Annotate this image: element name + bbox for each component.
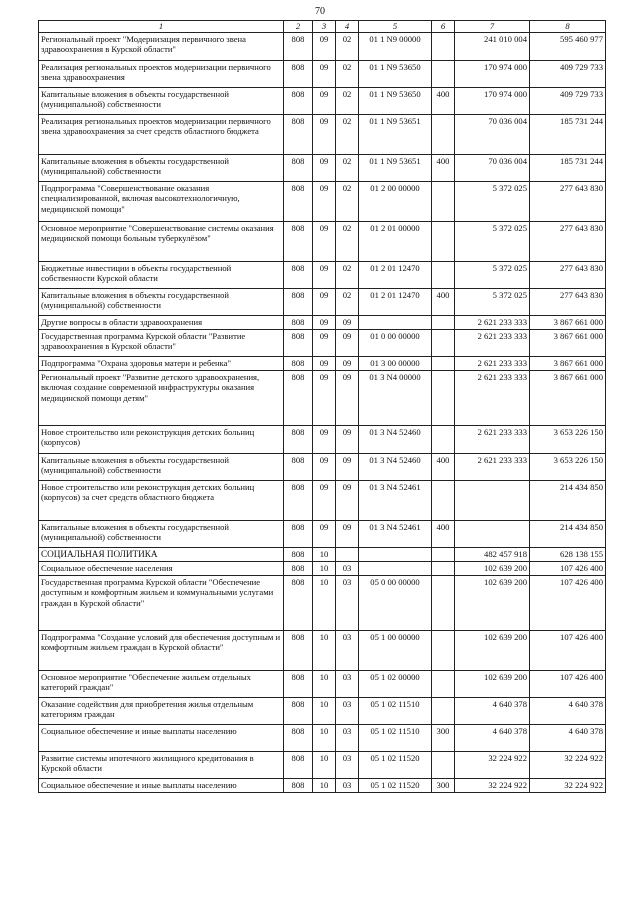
row-grbs: 808 xyxy=(284,87,313,114)
row-name: Капитальные вложения в объекты государственной (муниципальной) собственности xyxy=(39,87,284,114)
row-sum-year2: 32 224 922 xyxy=(530,751,606,778)
row-name: Региональный проект "Развитие детского здравоохранения, включая создание современной инфраструктуры оказания медицинской помощи детям" xyxy=(39,370,284,425)
row-section: 09 xyxy=(313,315,336,329)
row-subsection: 02 xyxy=(336,154,359,181)
row-section: 09 xyxy=(313,181,336,221)
row-sum-year1 xyxy=(455,480,530,520)
row-expense-type xyxy=(432,315,455,329)
row-sum-year2: 277 643 830 xyxy=(530,221,606,261)
table-row xyxy=(39,630,606,670)
row-sum-year1: 241 010 004 xyxy=(455,32,530,60)
row-sum-year2: 409 729 733 xyxy=(530,60,606,87)
row-subsection: 02 xyxy=(336,181,359,221)
table-row xyxy=(39,561,606,575)
row-expense-type xyxy=(432,181,455,221)
row-name: Капитальные вложения в объекты государственной (муниципальной) собственности xyxy=(39,154,284,181)
row-target-article: 01 1 N9 53651 xyxy=(359,154,432,181)
row-subsection: 03 xyxy=(336,630,359,670)
row-name: Социальное обеспечение населения xyxy=(39,561,284,575)
row-grbs: 808 xyxy=(284,60,313,87)
row-target-article xyxy=(359,315,432,329)
row-sum-year2: 3 867 661 000 xyxy=(530,315,606,329)
row-sum-year1: 102 639 200 xyxy=(455,575,530,630)
row-section: 09 xyxy=(313,370,336,425)
row-name: Подпрограмма "Совершенствование оказания специализированной, включая высокотехнологичную, медицинской помощи" xyxy=(39,181,284,221)
row-expense-type xyxy=(432,329,455,356)
row-expense-type: 400 xyxy=(432,520,455,547)
row-name: Реализация региональных проектов модернизации первичного звена здравоохранения за счет средств областного бюджета xyxy=(39,114,284,154)
row-name: Реализация региональных проектов модернизации первичного звена здравоохранения xyxy=(39,60,284,87)
row-sum-year2: 107 426 400 xyxy=(530,561,606,575)
row-expense-type xyxy=(432,32,455,60)
row-sum-year2: 185 731 244 xyxy=(530,114,606,154)
row-grbs: 808 xyxy=(284,370,313,425)
row-name: Другие вопросы в области здравоохранения xyxy=(39,315,284,329)
row-grbs: 808 xyxy=(284,630,313,670)
row-sum-year2: 3 867 661 000 xyxy=(530,370,606,425)
row-target-article: 01 3 N4 52460 xyxy=(359,425,432,453)
row-grbs: 808 xyxy=(284,561,313,575)
row-expense-type xyxy=(432,60,455,87)
row-name: Новое строительство или реконструкция детских больниц (корпусов) за счет средств областного бюджета xyxy=(39,480,284,520)
table-row xyxy=(39,751,606,778)
row-name: Подпрограмма "Создание условий для обеспечения доступным и комфортным жильем граждан в Курской области" xyxy=(39,630,284,670)
row-expense-type xyxy=(432,480,455,520)
row-target-article: 01 2 01 00000 xyxy=(359,221,432,261)
row-name: Капитальные вложения в объекты государственной (муниципальной) собственности xyxy=(39,453,284,480)
row-name: Государственная программа Курской области "Развитие здравоохранения в Курской области" xyxy=(39,329,284,356)
row-subsection: 02 xyxy=(336,60,359,87)
row-grbs: 808 xyxy=(284,778,313,792)
row-sum-year2: 409 729 733 xyxy=(530,87,606,114)
table-row xyxy=(39,221,606,261)
row-sum-year1: 5 372 025 xyxy=(455,221,530,261)
row-target-article: 01 3 N4 52461 xyxy=(359,520,432,547)
row-expense-type xyxy=(432,221,455,261)
row-subsection: 02 xyxy=(336,114,359,154)
table-row xyxy=(39,329,606,356)
row-sum-year1: 170 974 000 xyxy=(455,87,530,114)
row-expense-type xyxy=(432,630,455,670)
row-target-article: 05 1 02 11520 xyxy=(359,751,432,778)
row-expense-type xyxy=(432,114,455,154)
row-name: Подпрограмма "Охрана здоровья матери и ребенка" xyxy=(39,356,284,370)
row-name: Новое строительство или реконструкция детских больниц (корпусов) xyxy=(39,425,284,453)
row-grbs: 808 xyxy=(284,425,313,453)
row-sum-year2: 277 643 830 xyxy=(530,261,606,288)
row-sum-year1: 2 621 233 333 xyxy=(455,370,530,425)
row-section: 09 xyxy=(313,425,336,453)
row-sum-year1: 5 372 025 xyxy=(455,288,530,315)
row-subsection: 09 xyxy=(336,453,359,480)
row-sum-year1: 4 640 378 xyxy=(455,697,530,724)
row-sum-year2: 4 640 378 xyxy=(530,697,606,724)
row-sum-year2: 3 867 661 000 xyxy=(530,329,606,356)
row-sum-year1: 482 457 918 xyxy=(455,547,530,561)
row-name: Капитальные вложения в объекты государственной (муниципальной) собственности xyxy=(39,520,284,547)
col-header-name: 1 xyxy=(39,21,284,33)
row-subsection: 09 xyxy=(336,315,359,329)
row-sum-year2: 107 426 400 xyxy=(530,630,606,670)
row-section: 09 xyxy=(313,261,336,288)
row-sum-year2: 214 434 850 xyxy=(530,520,606,547)
row-name: Основное мероприятие "Обеспечение жильем отдельных категорий граждан" xyxy=(39,670,284,697)
row-subsection: 09 xyxy=(336,520,359,547)
row-subsection: 03 xyxy=(336,575,359,630)
row-subsection: 02 xyxy=(336,87,359,114)
table-row xyxy=(39,520,606,547)
row-sum-year2: 185 731 244 xyxy=(530,154,606,181)
row-subsection: 09 xyxy=(336,329,359,356)
col-header-section: 3 xyxy=(313,21,336,33)
row-sum-year2: 277 643 830 xyxy=(530,288,606,315)
table-row xyxy=(39,356,606,370)
row-grbs: 808 xyxy=(284,751,313,778)
table-row xyxy=(39,670,606,697)
table-row xyxy=(39,697,606,724)
row-grbs: 808 xyxy=(284,288,313,315)
row-subsection: 03 xyxy=(336,751,359,778)
row-grbs: 808 xyxy=(284,181,313,221)
row-sum-year2: 107 426 400 xyxy=(530,670,606,697)
row-expense-type: 400 xyxy=(432,87,455,114)
page-number: 70 xyxy=(315,6,325,17)
table-row xyxy=(39,547,606,561)
row-section: 10 xyxy=(313,630,336,670)
table-row xyxy=(39,114,606,154)
row-grbs: 808 xyxy=(284,114,313,154)
row-sum-year1: 32 224 922 xyxy=(455,778,530,792)
row-section: 10 xyxy=(313,670,336,697)
row-target-article xyxy=(359,561,432,575)
row-subsection: 02 xyxy=(336,261,359,288)
row-section: 09 xyxy=(313,480,336,520)
row-expense-type: 400 xyxy=(432,453,455,480)
table-row xyxy=(39,315,606,329)
row-sum-year1: 70 036 004 xyxy=(455,154,530,181)
row-target-article xyxy=(359,547,432,561)
row-subsection: 02 xyxy=(336,221,359,261)
row-sum-year1: 5 372 025 xyxy=(455,181,530,221)
row-grbs: 808 xyxy=(284,261,313,288)
row-subsection: 03 xyxy=(336,724,359,751)
row-target-article: 05 1 02 11520 xyxy=(359,778,432,792)
row-section: 09 xyxy=(313,87,336,114)
row-subsection: 09 xyxy=(336,480,359,520)
row-expense-type xyxy=(432,670,455,697)
row-sum-year1: 5 372 025 xyxy=(455,261,530,288)
row-subsection: 09 xyxy=(336,356,359,370)
row-sum-year1 xyxy=(455,520,530,547)
row-sum-year2: 277 643 830 xyxy=(530,181,606,221)
row-expense-type xyxy=(432,425,455,453)
row-section: 09 xyxy=(313,221,336,261)
row-section: 09 xyxy=(313,60,336,87)
col-header-subsection: 4 xyxy=(336,21,359,33)
row-subsection: 09 xyxy=(336,425,359,453)
row-name: Основное мероприятие "Совершенствование системы оказания медицинской помощи больным туберкулёзом" xyxy=(39,221,284,261)
row-section: 10 xyxy=(313,778,336,792)
row-grbs: 808 xyxy=(284,221,313,261)
row-sum-year2: 3 653 226 150 xyxy=(530,453,606,480)
row-sum-year1: 102 639 200 xyxy=(455,630,530,670)
row-section: 10 xyxy=(313,751,336,778)
row-sum-year1: 2 621 233 333 xyxy=(455,315,530,329)
table-row xyxy=(39,453,606,480)
table-row xyxy=(39,425,606,453)
row-target-article: 01 0 00 00000 xyxy=(359,329,432,356)
column-header-row xyxy=(39,21,606,33)
row-target-article: 01 1 N9 00000 xyxy=(359,32,432,60)
budget-table xyxy=(38,20,606,793)
row-expense-type xyxy=(432,370,455,425)
row-sum-year2: 4 640 378 xyxy=(530,724,606,751)
row-section: 09 xyxy=(313,154,336,181)
row-section: 09 xyxy=(313,329,336,356)
row-expense-type xyxy=(432,261,455,288)
row-subsection: 02 xyxy=(336,32,359,60)
row-target-article: 01 2 01 12470 xyxy=(359,261,432,288)
row-grbs: 808 xyxy=(284,154,313,181)
row-sum-year1: 170 974 000 xyxy=(455,60,530,87)
row-expense-type xyxy=(432,356,455,370)
row-target-article: 01 3 N4 00000 xyxy=(359,370,432,425)
row-target-article: 05 1 02 11510 xyxy=(359,697,432,724)
row-sum-year1: 2 621 233 333 xyxy=(455,329,530,356)
table-row xyxy=(39,261,606,288)
row-grbs: 808 xyxy=(284,575,313,630)
row-section: 09 xyxy=(313,520,336,547)
row-target-article: 05 1 02 00000 xyxy=(359,670,432,697)
row-sum-year1: 2 621 233 333 xyxy=(455,356,530,370)
row-expense-type: 300 xyxy=(432,724,455,751)
row-sum-year2: 628 138 155 xyxy=(530,547,606,561)
row-expense-type: 400 xyxy=(432,154,455,181)
col-header-sum-year2: 8 xyxy=(530,21,606,33)
row-grbs: 808 xyxy=(284,356,313,370)
row-grbs: 808 xyxy=(284,329,313,356)
row-target-article: 01 3 N4 52461 xyxy=(359,480,432,520)
row-name: Капитальные вложения в объекты государственной (муниципальной) собственности xyxy=(39,288,284,315)
row-expense-type xyxy=(432,751,455,778)
table-row xyxy=(39,32,606,60)
row-sum-year1: 2 621 233 333 xyxy=(455,453,530,480)
row-grbs: 808 xyxy=(284,670,313,697)
row-sum-year2: 107 426 400 xyxy=(530,575,606,630)
row-name: Оказание содействия для приобретения жилья отдельным категориям граждан xyxy=(39,697,284,724)
row-section: 10 xyxy=(313,547,336,561)
table-row xyxy=(39,480,606,520)
row-sum-year2: 214 434 850 xyxy=(530,480,606,520)
row-subsection: 09 xyxy=(336,370,359,425)
row-subsection: 03 xyxy=(336,561,359,575)
row-target-article: 01 3 00 00000 xyxy=(359,356,432,370)
row-sum-year2: 595 460 977 xyxy=(530,32,606,60)
row-sum-year1: 70 036 004 xyxy=(455,114,530,154)
row-name: Социальное обеспечение и иные выплаты населению xyxy=(39,724,284,751)
row-target-article: 01 1 N9 53650 xyxy=(359,87,432,114)
row-sum-year1: 2 621 233 333 xyxy=(455,425,530,453)
table-row xyxy=(39,288,606,315)
row-section: 09 xyxy=(313,32,336,60)
row-grbs: 808 xyxy=(284,547,313,561)
row-target-article: 01 2 00 00000 xyxy=(359,181,432,221)
table-row xyxy=(39,575,606,630)
row-section: 09 xyxy=(313,356,336,370)
row-name: СОЦИАЛЬНАЯ ПОЛИТИКА xyxy=(39,547,284,561)
col-header-target-article: 5 xyxy=(359,21,432,33)
row-target-article: 05 1 00 00000 xyxy=(359,630,432,670)
row-sum-year2: 3 867 661 000 xyxy=(530,356,606,370)
row-target-article: 01 2 01 12470 xyxy=(359,288,432,315)
row-section: 10 xyxy=(313,724,336,751)
row-sum-year2: 3 653 226 150 xyxy=(530,425,606,453)
row-section: 09 xyxy=(313,453,336,480)
row-grbs: 808 xyxy=(284,315,313,329)
row-grbs: 808 xyxy=(284,453,313,480)
table-row xyxy=(39,60,606,87)
table-row xyxy=(39,154,606,181)
row-subsection: 03 xyxy=(336,697,359,724)
row-target-article: 01 3 N4 52460 xyxy=(359,453,432,480)
row-section: 10 xyxy=(313,561,336,575)
row-subsection: 02 xyxy=(336,288,359,315)
row-target-article: 05 1 02 11510 xyxy=(359,724,432,751)
row-section: 10 xyxy=(313,575,336,630)
row-grbs: 808 xyxy=(284,520,313,547)
row-sum-year2: 32 224 922 xyxy=(530,778,606,792)
row-subsection: 03 xyxy=(336,778,359,792)
row-sum-year1: 4 640 378 xyxy=(455,724,530,751)
row-section: 09 xyxy=(313,288,336,315)
row-expense-type: 300 xyxy=(432,778,455,792)
col-header-expense-type: 6 xyxy=(432,21,455,33)
row-expense-type xyxy=(432,697,455,724)
table-row xyxy=(39,181,606,221)
row-subsection: 03 xyxy=(336,670,359,697)
row-sum-year1: 32 224 922 xyxy=(455,751,530,778)
table-row xyxy=(39,87,606,114)
col-header-grbs: 2 xyxy=(284,21,313,33)
row-grbs: 808 xyxy=(284,697,313,724)
table-row xyxy=(39,370,606,425)
row-target-article: 05 0 00 00000 xyxy=(359,575,432,630)
row-grbs: 808 xyxy=(284,32,313,60)
row-target-article: 01 1 N9 53650 xyxy=(359,60,432,87)
row-name: Социальное обеспечение и иные выплаты населению xyxy=(39,778,284,792)
row-expense-type xyxy=(432,547,455,561)
row-name: Региональный проект "Модернизация первичного звена здравоохранения в Курской области" xyxy=(39,32,284,60)
row-sum-year1: 102 639 200 xyxy=(455,670,530,697)
row-expense-type xyxy=(432,561,455,575)
row-section: 09 xyxy=(313,114,336,154)
row-section: 10 xyxy=(313,697,336,724)
col-header-sum-year1: 7 xyxy=(455,21,530,33)
row-expense-type xyxy=(432,575,455,630)
row-name: Государственная программа Курской области "Обеспечение доступным и комфортным жильем и коммунальными услугами граждан в Курской области" xyxy=(39,575,284,630)
row-sum-year1: 102 639 200 xyxy=(455,561,530,575)
row-name: Бюджетные инвестиции в объекты государственной собственности Курской области xyxy=(39,261,284,288)
table-row xyxy=(39,724,606,751)
row-name: Развитие системы ипотечного жилищного кредитования в Курской области xyxy=(39,751,284,778)
row-grbs: 808 xyxy=(284,480,313,520)
row-subsection xyxy=(336,547,359,561)
row-target-article: 01 1 N9 53651 xyxy=(359,114,432,154)
row-expense-type: 400 xyxy=(432,288,455,315)
table-row xyxy=(39,778,606,792)
row-grbs: 808 xyxy=(284,724,313,751)
